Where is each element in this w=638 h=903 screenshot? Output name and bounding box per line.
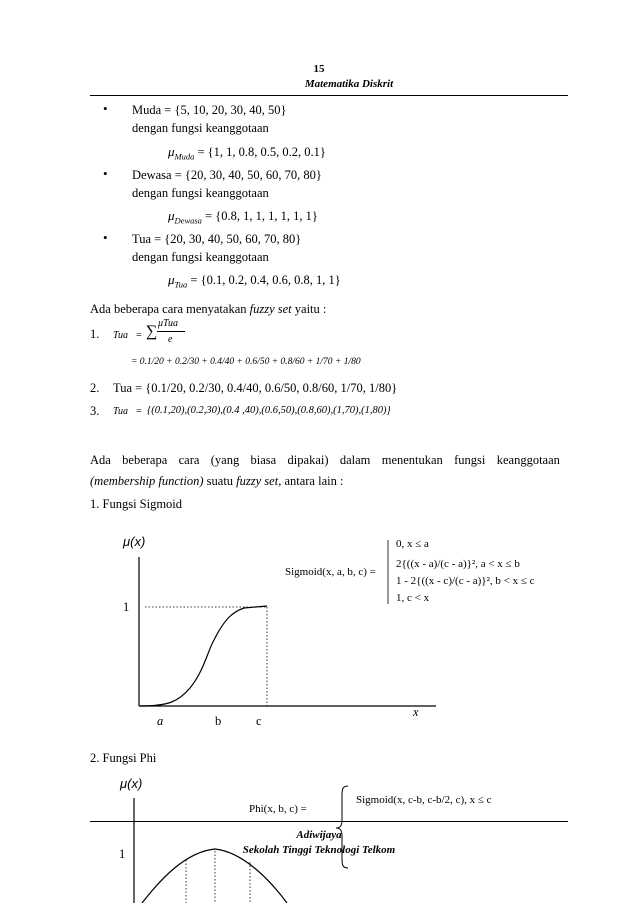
mu-subscript: Dewasa xyxy=(174,215,202,226)
method1-eq: = xyxy=(136,330,142,341)
suffix: , antara lain : xyxy=(278,474,344,488)
tick-b-label: b xyxy=(215,714,222,728)
footer-rule xyxy=(90,821,568,822)
intro-prefix: Ada beberapa cara menyatakan xyxy=(90,302,250,316)
footer-author: Adiwijaya xyxy=(296,829,342,841)
method3-number: 3. xyxy=(90,404,100,418)
sigmoid-case-4: 1, c < x xyxy=(396,592,430,604)
section1-heading: 1. Fungsi Sigmoid xyxy=(90,497,183,511)
page-number: 15 xyxy=(313,63,325,75)
bullet-dewasa-label: Dewasa = {20, 30, 40, 50, 60, 70, 80} xyxy=(132,168,322,182)
bullet-dot-icon: • xyxy=(103,166,108,181)
word: dalam xyxy=(339,453,371,467)
method3-eq: = xyxy=(136,406,142,417)
sigmoid-case-1: 0, x ≤ a xyxy=(396,538,429,550)
word: menentukan xyxy=(381,453,443,467)
method1-lhs: Tua xyxy=(113,330,129,341)
phi-lhs-text: Phi(x, b, c) = xyxy=(249,803,307,815)
footer-institution: Sekolah Tinggi Teknologi Telkom xyxy=(242,844,396,856)
mu-symbol: μ xyxy=(168,144,175,159)
sigmoid-formula-lhs: Sigmoid(x, a, b, c) = xyxy=(285,566,376,578)
mu-symbol: μ xyxy=(168,272,175,287)
sigmoid-one-label: 1 xyxy=(123,600,130,614)
word: cara xyxy=(178,453,200,467)
method1-frac-num: μTua xyxy=(158,318,179,329)
method1-expansion: = 0.1/20 + 0.2/30 + 0.4/40 + 0.6/50 + 0.8/60 + 1/70 + 1/80 xyxy=(131,357,361,367)
sigmoid-case-2: 2{((x - a)/(c - a)}², a < x ≤ b xyxy=(396,558,520,570)
mu-symbol: μ xyxy=(168,208,175,223)
intro-term: fuzzy set xyxy=(249,302,292,316)
word: fungsi xyxy=(454,453,486,467)
phi-case-1: Sigmoid(x, c-b, c-b/2, c), x ≤ c xyxy=(356,794,492,806)
method2-number: 2. xyxy=(90,381,100,395)
mu-values: = {0.1, 0.2, 0.4, 0.6, 0.8, 1, 1} xyxy=(190,273,341,287)
method1-frac-den: e xyxy=(168,334,173,345)
word: keanggotaan xyxy=(496,453,560,467)
bullet-dot-icon: • xyxy=(103,101,108,116)
bullet-dewasa-sub: dengan fungsi keanggotaan xyxy=(132,186,269,200)
phi-one-label: 1 xyxy=(119,847,126,861)
mu-values: = {0.8, 1, 1, 1, 1, 1, 1} xyxy=(205,209,318,223)
mu-subscript: Tua xyxy=(174,279,188,290)
sum-symbol: ∑ xyxy=(146,323,158,340)
sigmoid-x-label: x xyxy=(413,705,419,719)
tick-c-label: c xyxy=(256,714,262,728)
method3-lhs: Tua xyxy=(113,406,129,417)
connector: suatu xyxy=(203,474,237,488)
phi-curve xyxy=(142,849,287,903)
method3-text: {(0.1,20),(0.2,30),(0.4 ,40),(0.6,50),(0.8,60),(1,70),(1,80)} xyxy=(147,405,391,416)
method2-text: Tua = {0.1/20, 0.2/30, 0.4/40, 0.6/50, 0.8/60, 1/70, 1/80} xyxy=(113,381,398,395)
bullet-tua-label: Tua = {20, 30, 40, 50, 60, 70, 80} xyxy=(132,232,302,246)
phi-y-label: μ(x) xyxy=(120,776,143,791)
tick-a-label: a xyxy=(157,714,164,728)
sigmoid-y-label: μ(x) xyxy=(123,534,146,549)
book-title: Matematika Diskrit xyxy=(304,78,394,90)
word: beberapa xyxy=(122,453,168,467)
sigmoid-case-3: 1 - 2{((x - c)/(c - a)}², b < x ≤ c xyxy=(396,575,535,587)
method1-number: 1. xyxy=(90,327,100,341)
intro-suffix: yaitu : xyxy=(291,302,327,316)
bullet-tua-sub: dengan fungsi keanggotaan xyxy=(132,250,269,264)
word: biasa xyxy=(250,453,277,467)
fuzzy-set-term: fuzzy set xyxy=(236,474,279,488)
word: (yang xyxy=(210,453,240,467)
bullet-muda-label: Muda = {5, 10, 20, 30, 40, 50} xyxy=(132,103,287,117)
word: dipakai) xyxy=(287,453,329,467)
section2-heading: 2. Fungsi Phi xyxy=(90,751,157,765)
word: Ada xyxy=(90,453,111,467)
mu-values: = {1, 1, 0.8, 0.5, 0.2, 0.1} xyxy=(197,145,326,159)
bullet-muda-sub: dengan fungsi keanggotaan xyxy=(132,121,269,135)
membership-term: (membership function) xyxy=(90,474,204,488)
bullet-dot-icon: • xyxy=(103,230,108,245)
phi-formula-lhs xyxy=(249,803,307,815)
mu-subscript: Muda xyxy=(174,151,195,162)
